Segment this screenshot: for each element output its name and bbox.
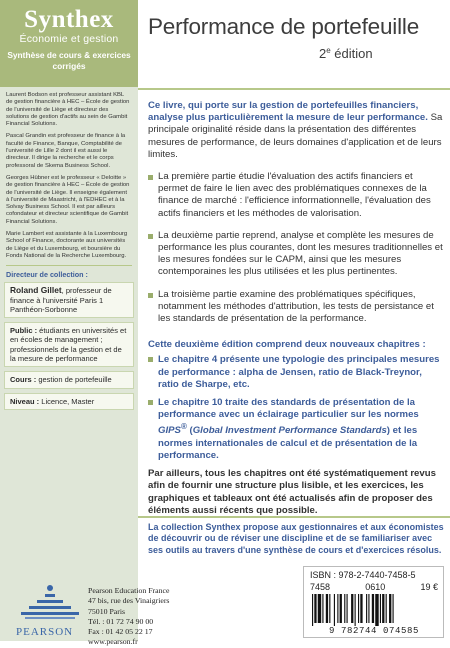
blurb xyxy=(148,100,444,517)
ean-digits: 9 782744 074585 xyxy=(328,626,419,636)
registered-mark: ® xyxy=(180,422,187,432)
price-line xyxy=(310,582,438,592)
left-sidebar xyxy=(0,0,138,641)
pearson-logo-icon xyxy=(19,582,81,622)
level-label: Niveau : xyxy=(10,396,40,406)
publisher-address xyxy=(88,586,169,648)
publisher-street: 47 bis, rue des Vinaigriers xyxy=(88,596,170,606)
collection-divider xyxy=(138,516,450,518)
gips-term: GIPS xyxy=(158,425,181,437)
director-affiliation: , professeur de finance à l'université Paris 1 Panthéon-Sorbonne xyxy=(10,286,112,314)
director-label: Directeur de collection : xyxy=(6,265,132,279)
edition-label xyxy=(319,46,373,61)
edition-suffix: e xyxy=(326,46,331,55)
chapter-10-item xyxy=(148,397,444,462)
author-bio-hubner: Georges Hübner est le professeur « Deloitte » de gestion financière à HEC – École de gestion de l'université de Liège. Il enseigne également à l'université de Maastricht, à l'EDHEC et à la Solvay Business School. Il est par ailleurs cofondateur et directeur scientifique de Gambit Financial Solutions. xyxy=(6,174,130,225)
isbn-barcode-box xyxy=(303,566,444,638)
level-text: Licence, Master xyxy=(39,396,95,406)
intro-rest: Sa principale originalité réside dans la présentation des différentes mesures de performance, de leurs domaines d'application et de leurs limites. xyxy=(148,112,443,160)
gips-full-name: Global Investment Performance Standards xyxy=(192,425,387,437)
chapter-4-item: Le chapitre 4 présente une typologie des principales mesures de performance : alpha de Jensen, ratio de Black-Treynor, ratio de Sharpe, etc. xyxy=(148,354,444,391)
author-bio-lambert: Marie Lambert est assistante à la Luxembourg School of Finance, doctorante aux universités de Liège et du Luxembourg, et boursière du Fonds National de la Recherche Luxembourg. xyxy=(6,231,128,259)
series-brand-block xyxy=(0,0,138,87)
price: 19 € xyxy=(420,582,438,592)
director-name: Roland Gillet xyxy=(10,285,62,296)
pearson-wordmark: PEARSON xyxy=(16,626,74,638)
parts-list xyxy=(148,171,444,325)
title-divider xyxy=(138,88,450,90)
barcode-icon xyxy=(310,594,438,626)
closing-paragraph: Par ailleurs, tous les chapitres ont été systématiquement revus afin de fournir une structure plus lisible, et les exercices, les graphiques et tableaux ont été actualisés afin de proposer des éléments aussi récents que possible. xyxy=(148,468,436,516)
series-tagline: Synthèse de cours & exercices corrigés xyxy=(7,50,131,71)
author-bios xyxy=(0,87,138,260)
publisher-city: 75010 Paris xyxy=(88,606,126,616)
series-name: Synthex xyxy=(24,6,114,33)
publisher-phone: Tél. : 01 72 74 90 00 xyxy=(88,616,154,626)
collection-description: La collection Synthex propose aux gestionnaires et aux économistes de découvrir ou de réviser une discipline et de se familiariser avec ses outils au travers d'une synthèse de cours et d'exercices résolus. xyxy=(148,522,444,555)
publisher-website: www.pearson.fr xyxy=(88,637,138,647)
author-bio-grandin: Pascal Grandin est professeur de finance à la faculté de Finance, Banque, Comptabilité de l'université de Lille 2 dont il est aussi le directeur. Il dirige la recherche et le corps professoral de Skema Business School. xyxy=(6,133,126,169)
intro-paragraph xyxy=(148,100,444,161)
public-text: étudiants en universités et en écoles de management ; professionnels de la gestion et de la mesure de performance xyxy=(10,326,127,364)
chapter-10-text-c: ) et les normes internationales de calcul et de présentation de la performance. xyxy=(158,425,418,462)
director-box xyxy=(4,282,134,318)
edition-number: 2 xyxy=(319,46,327,61)
publisher-name: Pearson Education France xyxy=(88,586,170,595)
course-box xyxy=(4,371,134,388)
author-bio-bodson: Laurent Bodson est professeur assistant KBL de gestion financière à HEC – École de gestion de l'université de Liège et directeur des solutions de gestion d'actifs au sein de Gambit Financial Solutions. xyxy=(6,92,130,128)
edition-word: édition xyxy=(330,46,373,61)
intro-lead: Ce livre, qui porte sur la gestion de portefeuilles financiers, analyse plus particulièrement la mesure de leur performance. xyxy=(148,100,428,124)
book-title: Performance de portefeuille xyxy=(148,14,420,39)
isbn-label: ISBN : 978-2-7440-7458-5 xyxy=(310,570,416,580)
code-a: 7458 xyxy=(310,582,331,592)
chapter-10-text-b: ( xyxy=(186,425,193,437)
course-label: Cours : xyxy=(10,375,37,385)
new-edition-block xyxy=(148,339,444,462)
part-one-item: La première partie étudie l'évaluation des actifs financiers et permet de faire le lien avec des problématiques connexes de la finance de marché : l'efficience informationnelle, l'évaluation des actifs financiers et les méthodes de valorisation. xyxy=(148,171,444,220)
course-text: gestion de portefeuille xyxy=(36,375,112,385)
series-subtitle: Économie et gestion xyxy=(19,33,119,45)
public-box xyxy=(4,322,134,367)
part-two-item: La deuxième partie reprend, analyse et complète les mesures de performance les plus courantes, dont les mesures traditionnelles et les mesures fondées sur le CAPM, ainsi que les mesures contemporaines les plus utilisées et les plus pertinentes. xyxy=(148,230,444,279)
part-three-item: La troisième partie examine des problématiques spécifiques, notamment les méthodes d'attribution, les tests de persistance et les standards de présentation de la performance. xyxy=(148,289,444,326)
chapter-10-text-a: Le chapitre 10 traite des standards de présentation de la performance avec un éclairage particulier sur les normes xyxy=(158,397,419,421)
publisher-fax: Fax : 01 42 05 22 17 xyxy=(88,627,153,637)
new-edition-intro: Cette deuxième édition comprend deux nouveaux chapitres : xyxy=(148,339,426,351)
public-label: Public : xyxy=(10,326,38,336)
code-b: 0610 xyxy=(365,582,386,592)
level-box xyxy=(4,393,134,410)
